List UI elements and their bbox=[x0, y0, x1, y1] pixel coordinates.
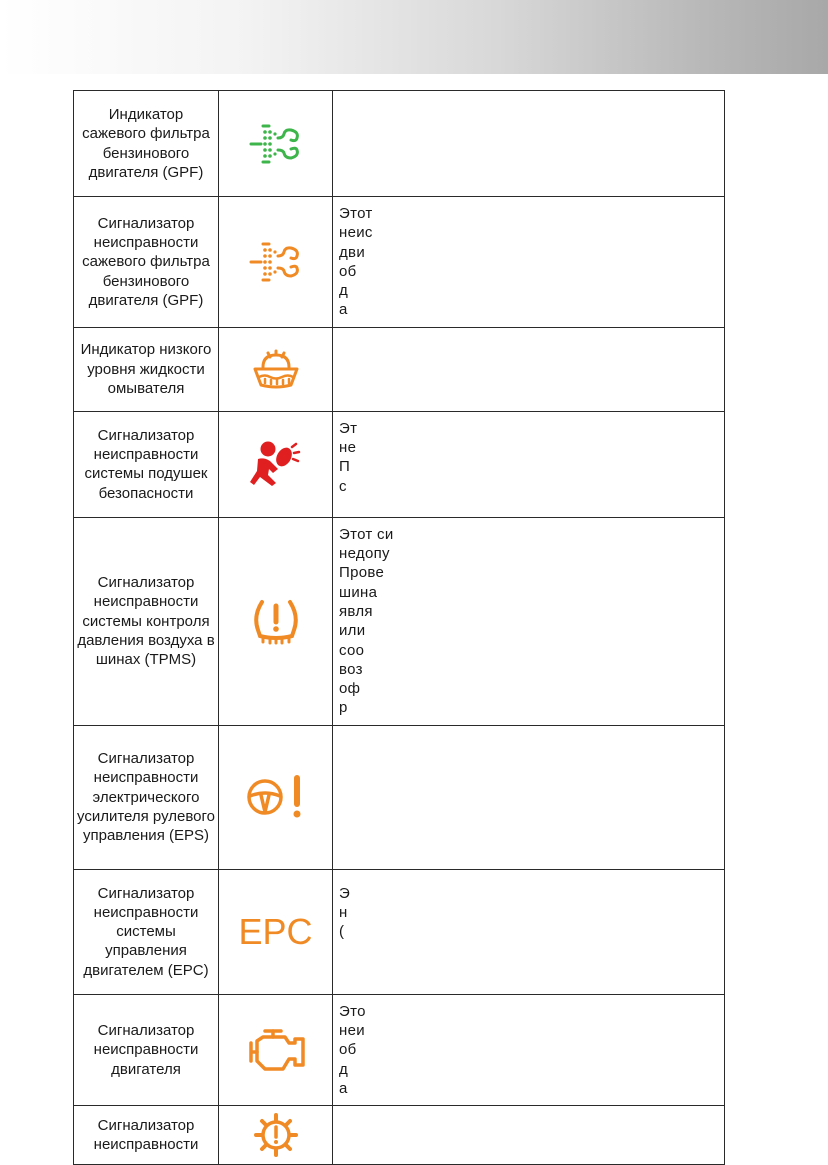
row-name: Индикатор низкого уровня жидкости омывателя bbox=[74, 327, 219, 411]
row-description bbox=[333, 725, 725, 869]
row-description bbox=[333, 517, 725, 725]
row-name: Сигнализатор неисправности bbox=[74, 1106, 219, 1165]
check-engine-icon bbox=[219, 994, 333, 1105]
gpf-filter-fault-icon bbox=[219, 197, 333, 328]
table-row bbox=[74, 869, 725, 994]
gpf-filter-icon bbox=[219, 91, 333, 197]
description-line: недопу bbox=[339, 545, 390, 563]
description-line: Этот bbox=[339, 205, 373, 222]
description-line: оф bbox=[339, 680, 361, 698]
row-description bbox=[333, 1106, 725, 1165]
description-line: воз bbox=[339, 660, 363, 678]
table-row bbox=[74, 994, 725, 1105]
row-description bbox=[333, 327, 725, 411]
row-name: Сигнализатор неисправности системы подушек безопасности bbox=[74, 411, 219, 517]
description-line: Это bbox=[339, 1002, 366, 1020]
description-line: а bbox=[339, 1079, 348, 1097]
row-description bbox=[333, 197, 725, 328]
description-line: неи bbox=[339, 1022, 365, 1040]
description-line: ( bbox=[339, 923, 345, 941]
washer-fluid-icon bbox=[219, 327, 333, 411]
description-line: н bbox=[339, 904, 348, 922]
description-line: р bbox=[339, 699, 348, 717]
description-line: соо bbox=[339, 641, 365, 659]
description-line: Этот си bbox=[339, 525, 394, 543]
description-line: или bbox=[339, 622, 366, 640]
description-line: д bbox=[339, 1060, 349, 1078]
row-name: Сигнализатор неисправности электрического усилителя рулевого управления (EPS) bbox=[74, 725, 219, 869]
description-line: дви bbox=[339, 243, 366, 261]
table-row bbox=[74, 91, 725, 197]
epc-label: EPC bbox=[238, 910, 313, 952]
gear-warning-icon bbox=[219, 1106, 333, 1165]
description-line: об bbox=[339, 262, 357, 280]
description-line: явля bbox=[339, 602, 373, 620]
description-line: Прове bbox=[339, 564, 385, 582]
description-line: а bbox=[339, 301, 348, 319]
row-name: Сигнализатор неисправности системы контроля давления воздуха в шинах (TPMS) bbox=[74, 517, 219, 725]
description-line: П bbox=[339, 458, 351, 476]
row-name: Сигнализатор неисправности системы управления двигателем (EPC) bbox=[74, 869, 219, 994]
airbag-icon bbox=[219, 411, 333, 517]
steering-warning-icon bbox=[219, 725, 333, 869]
row-description bbox=[333, 411, 725, 517]
table-row bbox=[74, 411, 725, 517]
row-description bbox=[333, 994, 725, 1105]
table-row bbox=[74, 725, 725, 869]
description-line: неис bbox=[339, 224, 373, 242]
description-line: не bbox=[339, 439, 357, 457]
row-description bbox=[333, 91, 725, 197]
row-name: Сигнализатор неисправности сажевого фильтра бензинового двигателя (GPF) bbox=[74, 197, 219, 328]
table-row bbox=[74, 327, 725, 411]
row-name: Индикатор сажевого фильтра бензинового двигателя (GPF) bbox=[74, 91, 219, 197]
tire-pressure-icon bbox=[219, 517, 333, 725]
row-description bbox=[333, 869, 725, 994]
warning-lights-table bbox=[73, 90, 725, 1165]
epc-icon bbox=[219, 869, 333, 994]
table-row bbox=[74, 1106, 725, 1165]
table-row bbox=[74, 517, 725, 725]
page-header-band bbox=[0, 0, 828, 74]
table-row bbox=[74, 197, 725, 328]
description-line: Э bbox=[339, 884, 351, 902]
description-line: с bbox=[339, 477, 347, 495]
row-name: Сигнализатор неисправности двигателя bbox=[74, 994, 219, 1105]
description-line: об bbox=[339, 1041, 357, 1059]
description-line: Эт bbox=[339, 419, 358, 437]
description-line: шина bbox=[339, 583, 378, 601]
description-line: д bbox=[339, 282, 349, 300]
